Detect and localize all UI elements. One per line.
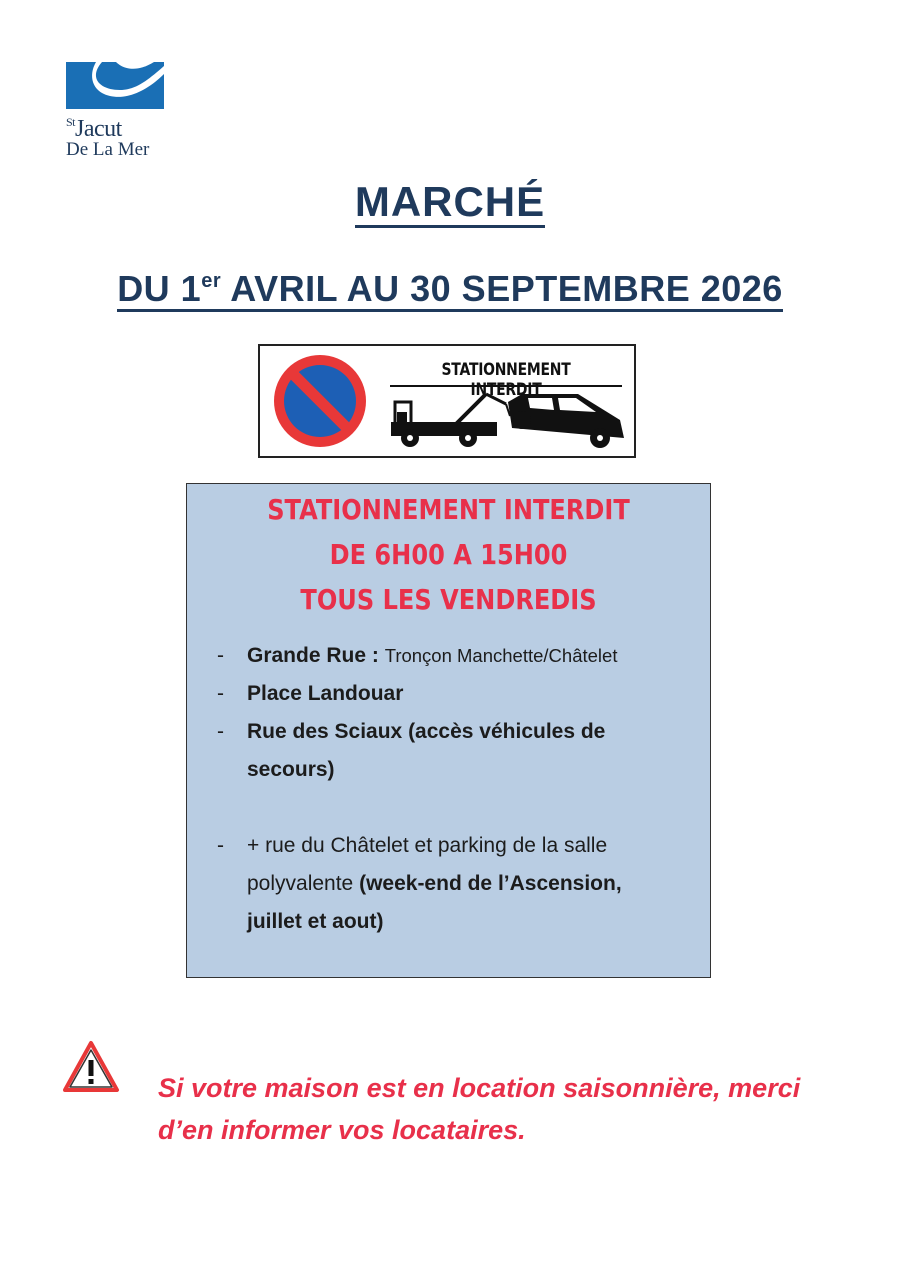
tenant-notice: Si votre maison est en location saisonnière, merci d’en informer vos locataires.: [158, 1073, 801, 1145]
no-parking-sign: [258, 344, 636, 458]
tow-truck-icon: [391, 394, 624, 448]
page-title: MARCHÉ: [0, 178, 900, 226]
wave-logo-icon: [62, 60, 168, 112]
warning-triangle-icon: [62, 1040, 120, 1099]
logo-wordmark: $^{St}$Jacut De La Mer: [66, 115, 150, 160]
date-range: DU 1er AVRIL AU 30 SEPTEMBRE 2026: [0, 268, 900, 310]
panel-hours: DE 6H00 A 15H00: [329, 538, 568, 571]
sign-divider: [390, 385, 622, 387]
parking-rules-panel: STATIONNEMENT INTERDIT DE 6H00 A 15H00 TOUS LES VENDREDIS - Grande Rue : Tronçon Manchette/Châtelet - Place Landouar - Rue des Sciaux (accès véhicules de secours) - + rue du Châtelet et parking de la salle polyvalente (week-end de l’Ascension, juillet et aout): [186, 483, 711, 978]
town-logo: [62, 60, 174, 170]
no-parking-icon: [274, 355, 366, 447]
panel-days: TOUS LES VENDREDIS: [300, 583, 597, 616]
sign-label: STATIONNEMENT INTERDIT: [441, 360, 571, 400]
panel-heading: STATIONNEMENT INTERDIT: [267, 493, 630, 526]
